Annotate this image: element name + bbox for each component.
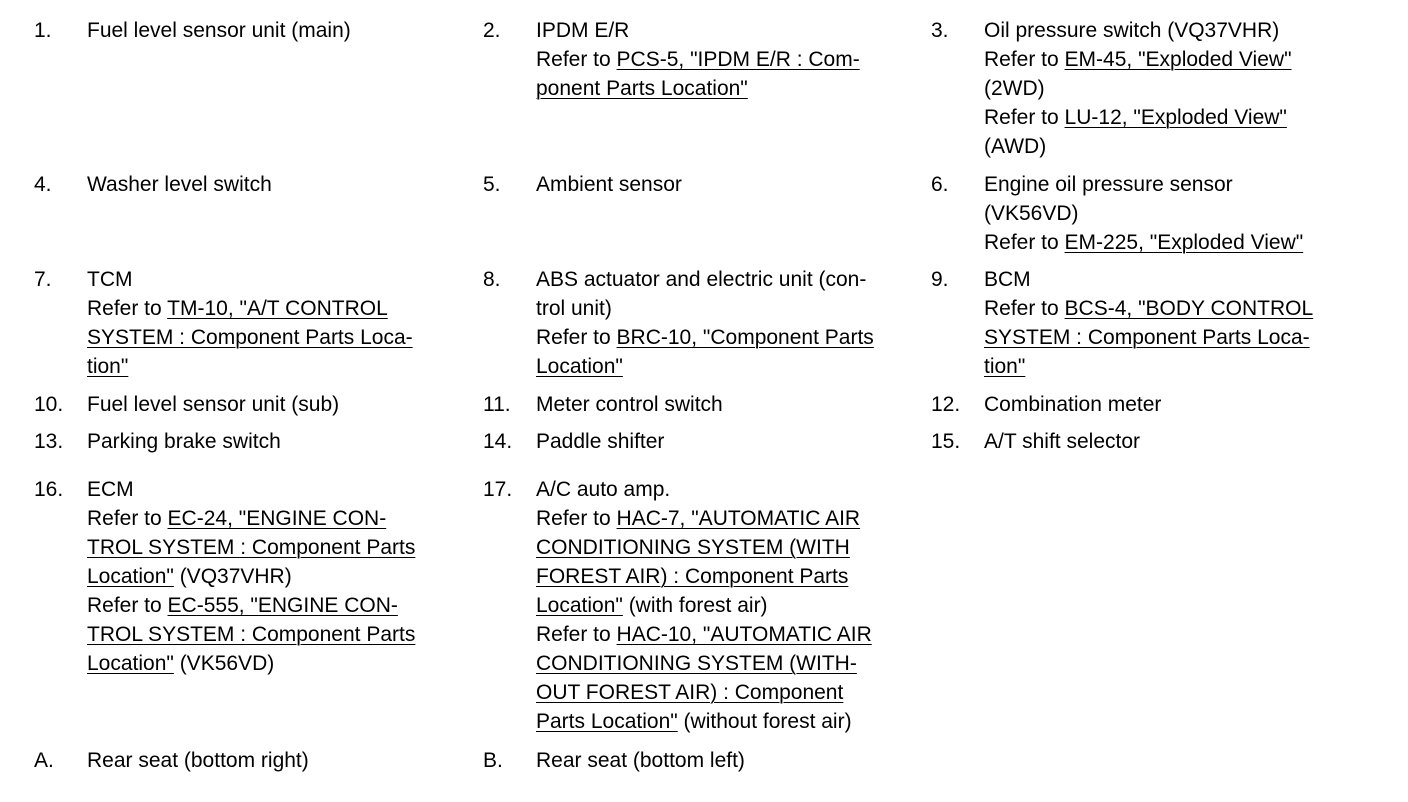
description-text: A/C auto amp. (536, 478, 671, 501)
reference-link[interactable]: TM-10, "A/T CONTROL (167, 297, 388, 320)
description-line (536, 746, 745, 775)
description-line (87, 533, 415, 562)
description-line (536, 475, 872, 504)
legend-item-number: A. (34, 749, 54, 772)
description-text: Refer to (984, 297, 1065, 320)
description-text: Refer to (984, 231, 1065, 254)
description-text: Oil pressure switch (VQ37VHR) (984, 19, 1280, 42)
description-line (984, 228, 1303, 257)
reference-link[interactable]: EC-555, "ENGINE CON- (167, 594, 398, 617)
legend-item-number: 7. (34, 268, 52, 291)
reference-link[interactable]: LU-12, "Exploded View" (1064, 106, 1287, 129)
reference-link[interactable]: CONDITIONING SYSTEM (WITH (536, 536, 850, 559)
description-text: Fuel level sensor unit (main) (87, 19, 351, 42)
reference-link[interactable]: PCS-5, "IPDM E/R : Com- (616, 48, 860, 71)
description-line (984, 132, 1292, 161)
description-line (87, 475, 415, 504)
description-line (536, 45, 860, 74)
description-text: (2WD) (984, 77, 1045, 100)
reference-link[interactable]: tion" (984, 355, 1026, 378)
legend-item-description (984, 170, 1303, 257)
description-line (536, 707, 872, 736)
legend-item-description (536, 16, 860, 103)
legend-item-number: 16. (34, 478, 64, 501)
description-line (87, 562, 415, 591)
description-text: Combination meter (984, 393, 1162, 416)
legend-item-number: 8. (483, 268, 501, 291)
legend-item-description (536, 746, 745, 775)
description-line (984, 74, 1292, 103)
description-line (536, 16, 860, 45)
legend-item-description (87, 265, 413, 381)
description-text: Engine oil pressure sensor (984, 173, 1233, 196)
description-text: IPDM E/R (536, 19, 630, 42)
description-line (536, 74, 860, 103)
legend-item-number: 11. (483, 393, 511, 416)
legend-item-description (536, 390, 723, 419)
description-text: Refer to (87, 507, 168, 530)
legend-item-number: 14. (483, 430, 513, 453)
legend-item-number: 1. (34, 19, 52, 42)
description-line (87, 746, 309, 775)
description-text: BCM (984, 268, 1031, 291)
description-line (984, 103, 1292, 132)
reference-link[interactable]: BRC-10, "Component Parts (616, 326, 874, 349)
description-line (87, 294, 413, 323)
description-text: Rear seat (bottom left) (536, 749, 745, 772)
reference-link[interactable]: TROL SYSTEM : Component Parts (87, 623, 416, 646)
legend-item-number: 3. (931, 19, 949, 42)
reference-link[interactable]: HAC-10, "AUTOMATIC AIR (616, 623, 872, 646)
description-line (536, 427, 664, 456)
description-text: Refer to (536, 326, 617, 349)
description-line (87, 504, 415, 533)
description-line (536, 294, 874, 323)
description-line (87, 352, 413, 381)
description-line (984, 294, 1313, 323)
description-line (536, 352, 874, 381)
description-line (87, 265, 413, 294)
legend-item-number: 10. (34, 393, 64, 416)
description-line (536, 649, 872, 678)
reference-link[interactable]: EM-45, "Exploded View" (1064, 48, 1292, 71)
reference-link[interactable]: FOREST AIR) : Component Parts (536, 565, 849, 588)
reference-link[interactable]: TROL SYSTEM : Component Parts (87, 536, 416, 559)
description-line (984, 352, 1313, 381)
description-text: trol unit) (536, 297, 612, 320)
legend-item-description (536, 170, 682, 199)
description-line (536, 678, 872, 707)
legend-item-number: 5. (483, 173, 501, 196)
reference-link[interactable]: OUT FOREST AIR) : Component (536, 681, 844, 704)
reference-link[interactable]: tion" (87, 355, 129, 378)
description-line (536, 504, 872, 533)
legend-item-number: 13. (34, 430, 64, 453)
legend-item-description (87, 475, 415, 678)
reference-link[interactable]: CONDITIONING SYSTEM (WITH- (536, 652, 857, 675)
description-line (536, 390, 723, 419)
description-text: TCM (87, 268, 133, 291)
reference-link[interactable]: SYSTEM : Component Parts Loca- (984, 326, 1310, 349)
description-line (87, 170, 272, 199)
description-text: (with forest air) (622, 594, 768, 617)
description-text: Refer to (536, 48, 617, 71)
description-line (984, 427, 1140, 456)
description-line (984, 199, 1303, 228)
description-line (536, 591, 872, 620)
description-line (536, 323, 874, 352)
description-line (984, 16, 1292, 45)
description-line (536, 170, 682, 199)
description-text: Refer to (984, 106, 1065, 129)
description-text: Washer level switch (87, 173, 272, 196)
description-text: Meter control switch (536, 393, 723, 416)
description-line (536, 533, 872, 562)
description-text: Fuel level sensor unit (sub) (87, 393, 340, 416)
reference-link[interactable]: EM-225, "Exploded View" (1064, 231, 1304, 254)
description-line (87, 427, 281, 456)
description-text: (VQ37VHR) (173, 565, 292, 588)
reference-link[interactable]: ponent Parts Location" (536, 77, 748, 100)
description-text: Parking brake switch (87, 430, 281, 453)
reference-link[interactable]: Parts Location" (536, 710, 678, 733)
legend-item-description (536, 427, 664, 456)
legend-item-description (87, 16, 351, 45)
description-line (87, 323, 413, 352)
legend-item-description (87, 746, 309, 775)
description-line (536, 620, 872, 649)
legend-item-number: 2. (483, 19, 501, 42)
legend-item-number: 6. (931, 173, 949, 196)
reference-link[interactable]: EC-24, "ENGINE CON- (167, 507, 387, 530)
description-text: Refer to (536, 507, 617, 530)
legend-item-number: 9. (931, 268, 949, 291)
reference-link[interactable]: Location" (87, 565, 174, 588)
description-line (87, 649, 415, 678)
description-text: A/T shift selector (984, 430, 1141, 453)
description-line (984, 170, 1303, 199)
reference-link[interactable]: HAC-7, "AUTOMATIC AIR (616, 507, 861, 530)
description-text: Paddle shifter (536, 430, 665, 453)
legend-item-description (984, 265, 1313, 381)
description-text: (without forest air) (677, 710, 852, 733)
legend-item-number: 15. (931, 430, 961, 453)
legend-item-description (87, 390, 339, 419)
description-text: Refer to (87, 297, 168, 320)
description-text: Rear seat (bottom right) (87, 749, 309, 772)
legend-item-number: 12. (931, 393, 961, 416)
description-text: Refer to (984, 48, 1065, 71)
description-text: (AWD) (984, 135, 1047, 158)
description-text: Refer to (87, 594, 168, 617)
description-line (87, 390, 339, 419)
description-text: (VK56VD) (984, 202, 1079, 225)
reference-link[interactable]: Location" (536, 594, 623, 617)
description-line (536, 265, 874, 294)
description-text: ECM (87, 478, 134, 501)
description-text: ABS actuator and electric unit (con- (536, 268, 867, 291)
reference-link[interactable]: Location" (87, 652, 174, 675)
legend-item-number: 17. (483, 478, 513, 501)
description-line (536, 562, 872, 591)
legend-item-description (984, 390, 1161, 419)
description-line (984, 265, 1313, 294)
legend-item-description (87, 427, 281, 456)
legend-item-description (87, 170, 272, 199)
legend-item-number: B. (483, 749, 503, 772)
reference-link[interactable]: Location" (536, 355, 623, 378)
description-line (984, 45, 1292, 74)
reference-link[interactable]: BCS-4, "BODY CONTROL (1064, 297, 1314, 320)
legend-item-description (984, 427, 1140, 456)
legend-item-number: 4. (34, 173, 52, 196)
legend-item-description (536, 265, 874, 381)
reference-link[interactable]: SYSTEM : Component Parts Loca- (87, 326, 413, 349)
description-line (87, 620, 415, 649)
description-text: Ambient sensor (536, 173, 682, 196)
legend-item-description (536, 475, 872, 736)
description-line (87, 16, 351, 45)
description-text: Refer to (536, 623, 617, 646)
description-line (984, 390, 1161, 419)
description-text: (VK56VD) (173, 652, 275, 675)
legend-item-description (984, 16, 1292, 161)
description-line (87, 591, 415, 620)
description-line (984, 323, 1313, 352)
